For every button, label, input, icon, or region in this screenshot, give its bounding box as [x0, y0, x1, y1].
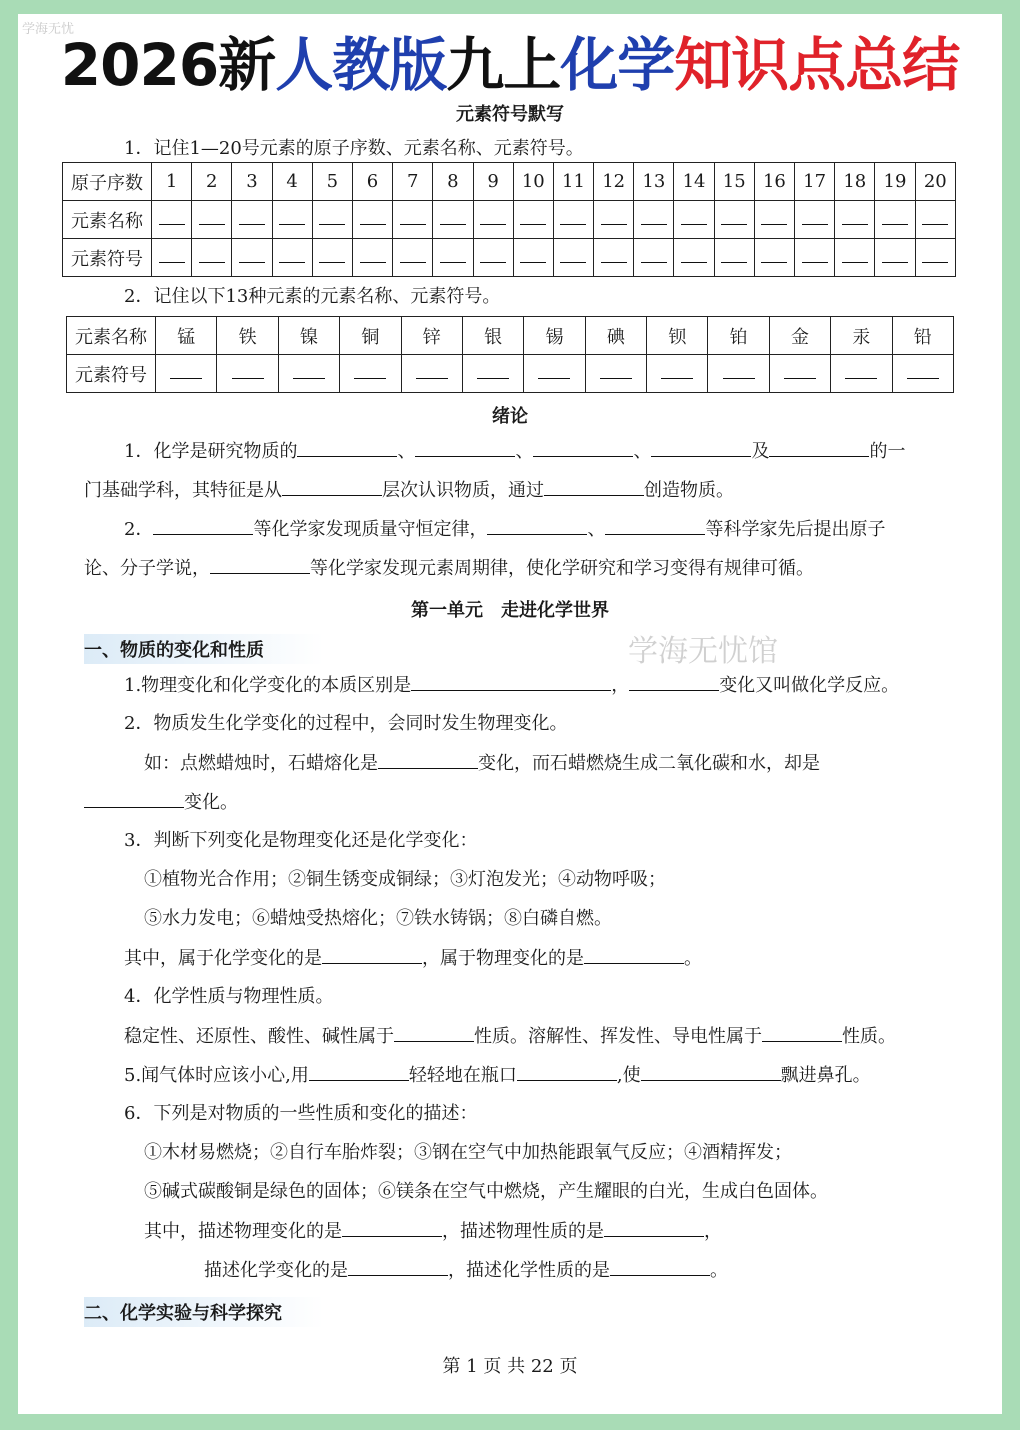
- answer-blank-cell[interactable]: [754, 239, 794, 277]
- answer-blank-cell[interactable]: [754, 201, 794, 239]
- unit1-line-5: 3．判断下列变化是物理变化还是化学变化：: [124, 830, 478, 851]
- text: 变化，而石蜡燃烧生成二氧化碳和水，却是: [478, 753, 820, 774]
- text: 其中，描述物理变化的是: [144, 1221, 342, 1242]
- atomic-number-cell: 19: [875, 163, 915, 201]
- answer-blank-cell[interactable]: [647, 355, 708, 393]
- answer-blank-cell[interactable]: [192, 239, 232, 277]
- atomic-number-cell: 18: [835, 163, 875, 201]
- answer-blank-cell[interactable]: [272, 239, 312, 277]
- text: ,使: [616, 1065, 641, 1086]
- answer-blank-cell[interactable]: [835, 239, 875, 277]
- answer-blank-cell[interactable]: [634, 239, 674, 277]
- answer-blank-cell[interactable]: [892, 355, 954, 393]
- row-label: 元素符号: [63, 239, 152, 277]
- answer-blank-cell[interactable]: [513, 201, 553, 239]
- atomic-number-cell: 8: [433, 163, 473, 201]
- row-label: 原子序数: [63, 163, 152, 201]
- text: 5.闻气体时应该小心,用: [124, 1065, 309, 1086]
- atomic-number-cell: 5: [312, 163, 352, 201]
- element-name-cell: 铜: [340, 317, 401, 355]
- fill-blank[interactable]: [517, 1064, 617, 1081]
- atomic-number-cell: 17: [795, 163, 835, 201]
- answer-blank-cell[interactable]: [462, 355, 523, 393]
- text: 。: [684, 948, 702, 969]
- answer-blank-cell[interactable]: [352, 201, 392, 239]
- element-name-cell: 汞: [831, 317, 892, 355]
- unit1-line-3: [144, 752, 820, 775]
- fill-blank[interactable]: [394, 1025, 474, 1042]
- atomic-number-cell: 16: [754, 163, 794, 201]
- text: ，属于物理变化的是: [422, 948, 584, 969]
- unit1-line-10: [124, 1025, 896, 1048]
- answer-blank-cell[interactable]: [585, 355, 646, 393]
- element-table-13: [66, 316, 954, 393]
- answer-blank-cell[interactable]: [393, 239, 433, 277]
- section-heading-1: 一、物质的变化和性质: [84, 634, 324, 664]
- text: ，: [704, 1221, 722, 1242]
- fill-blank[interactable]: [487, 518, 587, 535]
- text: ，描述物理性质的是: [442, 1221, 604, 1242]
- unit1-line-4: [84, 791, 238, 814]
- answer-blank-cell[interactable]: [915, 239, 955, 277]
- title-part-subject: 化学: [560, 31, 675, 99]
- unit1-line-6: ①植物光合作用；②铜生锈变成铜绿；③灯泡发光；④动物呼吸；: [144, 869, 666, 890]
- text: 、: [633, 441, 652, 462]
- table-row-element-name: [63, 201, 956, 239]
- element-name-cell: 锌: [401, 317, 462, 355]
- answer-blank-cell[interactable]: [835, 201, 875, 239]
- answer-blank-cell[interactable]: [875, 201, 915, 239]
- answer-blank-cell[interactable]: [473, 239, 513, 277]
- answer-blank-cell[interactable]: [674, 201, 714, 239]
- element-name-cell: 锰: [156, 317, 217, 355]
- fill-blank[interactable]: [297, 440, 397, 457]
- text: 层次认识物质，通过: [382, 480, 544, 501]
- unit1-line-11: [124, 1064, 871, 1087]
- row-label: 元素符号: [67, 355, 156, 393]
- atomic-number-cell: 3: [232, 163, 272, 201]
- answer-blank-cell[interactable]: [674, 239, 714, 277]
- fill-blank[interactable]: [348, 1259, 448, 1276]
- text: 、: [397, 441, 416, 462]
- text: 变化又叫做化学反应。: [719, 675, 900, 696]
- answer-blank-cell[interactable]: [217, 355, 278, 393]
- text: ，描述化学性质的是: [448, 1260, 610, 1281]
- answer-blank-cell[interactable]: [156, 355, 217, 393]
- unit1-line-12: 6．下列是对物质的一些性质和变化的描述：: [124, 1103, 478, 1124]
- intro-p1-line2: [84, 479, 734, 502]
- table-row-element-symbol: [67, 355, 954, 393]
- text: 门基础学科，其特征是从: [84, 480, 282, 501]
- text: 飘进鼻孔。: [780, 1065, 871, 1086]
- fill-blank[interactable]: [769, 440, 869, 457]
- answer-blank-cell[interactable]: [393, 201, 433, 239]
- unit1-line-7: ⑤水力发电；⑥蜡烛受热熔化；⑦铁水铸锅；⑧白磷自燃。: [144, 908, 612, 929]
- unit1-line-1: [124, 674, 899, 697]
- answer-blank-cell[interactable]: [232, 201, 272, 239]
- fill-blank[interactable]: [282, 479, 382, 496]
- text: 创造物质。: [644, 480, 734, 501]
- atomic-number-cell: 6: [352, 163, 392, 201]
- atomic-number-cell: 12: [594, 163, 634, 201]
- atomic-number-cell: 14: [674, 163, 714, 201]
- row-label: 元素名称: [67, 317, 156, 355]
- text: 等化学家发现元素周期律，使化学研究和学习变得有规律可循。: [310, 558, 814, 579]
- symbols-q2: 2．记住以下13种元素的元素名称、元素符号。: [124, 286, 501, 307]
- corner-watermark: 学海无忧: [22, 22, 75, 37]
- unit1-heading: 第一单元 走进化学世界: [411, 600, 609, 621]
- text: 1．化学是研究物质的: [124, 441, 298, 462]
- fill-blank[interactable]: [544, 479, 644, 496]
- fill-blank[interactable]: [604, 1220, 704, 1237]
- text: 、: [587, 519, 606, 540]
- answer-blank-cell[interactable]: [553, 201, 593, 239]
- answer-blank-cell[interactable]: [634, 201, 674, 239]
- answer-blank-cell[interactable]: [340, 355, 401, 393]
- watermark: 学海无忧馆: [628, 634, 778, 669]
- fill-blank[interactable]: [411, 674, 611, 691]
- element-name-cell: 铅: [892, 317, 954, 355]
- atomic-number-cell: 15: [714, 163, 754, 201]
- answer-blank-cell[interactable]: [714, 239, 754, 277]
- answer-blank-cell[interactable]: [795, 239, 835, 277]
- title-part-grade: 九上: [446, 31, 561, 99]
- answer-blank-cell[interactable]: [473, 201, 513, 239]
- symbols-q1: 1．记住1—20号元素的原子序数、元素名称、元素符号。: [124, 138, 584, 159]
- unit1-line-15: [144, 1220, 722, 1243]
- fill-blank[interactable]: [762, 1025, 842, 1042]
- answer-blank-cell[interactable]: [553, 239, 593, 277]
- text: ，: [611, 675, 630, 696]
- text: 等化学家发现质量守恒定律，: [253, 519, 488, 540]
- intro-p2-line2: [84, 557, 814, 580]
- text: 1.物理变化和化学变化的本质区别是: [124, 675, 412, 696]
- element-name-cell: 锡: [524, 317, 585, 355]
- fill-blank[interactable]: [309, 1064, 409, 1081]
- answer-blank-cell[interactable]: [831, 355, 892, 393]
- answer-blank-cell[interactable]: [714, 201, 754, 239]
- answer-blank-cell[interactable]: [278, 355, 339, 393]
- atomic-number-cell: 10: [513, 163, 553, 201]
- section-heading-2: 二、化学实验与科学探究: [84, 1297, 324, 1327]
- element-name-cell: 铁: [217, 317, 278, 355]
- fill-blank[interactable]: [605, 518, 705, 535]
- title-part-year: 2026新: [60, 31, 276, 99]
- answer-blank-cell[interactable]: [312, 239, 352, 277]
- fill-blank[interactable]: [533, 440, 633, 457]
- text: 等科学家先后提出原子: [705, 519, 886, 540]
- row-label: 元素名称: [63, 201, 152, 239]
- answer-blank-cell[interactable]: [875, 239, 915, 277]
- fill-blank[interactable]: [610, 1259, 710, 1276]
- answer-blank-cell[interactable]: [433, 239, 473, 277]
- atomic-number-cell: 1: [152, 163, 192, 201]
- text: 轻轻地在瓶口: [408, 1065, 517, 1086]
- answer-blank-cell[interactable]: [769, 355, 830, 393]
- unit1-line-14: ⑤碱式碳酸铜是绿色的固体；⑥镁条在空气中燃烧，产生耀眼的白光，生成白色固体。: [144, 1181, 828, 1202]
- unit1-line-13: ①木材易燃烧；②自行车胎炸裂；③钢在空气中加热能跟氧气反应；④酒精挥发；: [144, 1142, 792, 1163]
- element-name-cell: 碘: [585, 317, 646, 355]
- fill-blank[interactable]: [629, 674, 719, 691]
- text: 性质。: [842, 1026, 896, 1047]
- atomic-number-cell: 2: [192, 163, 232, 201]
- text: 描述化学变化的是: [204, 1260, 348, 1281]
- document-page: [18, 14, 1002, 1414]
- table-row-element-name: [67, 317, 954, 355]
- fill-blank[interactable]: [584, 947, 684, 964]
- title-part-edition: 人教版: [275, 31, 447, 99]
- answer-blank-cell[interactable]: [433, 201, 473, 239]
- text: 的一: [869, 441, 906, 462]
- fill-blank[interactable]: [322, 947, 422, 964]
- fill-blank[interactable]: [84, 791, 184, 808]
- fill-blank[interactable]: [342, 1220, 442, 1237]
- element-name-cell: 钡: [647, 317, 708, 355]
- text: 如：点燃蜡烛时，石蜡熔化是: [144, 753, 378, 774]
- unit1-line-16: [204, 1259, 728, 1282]
- text: 及: [751, 441, 770, 462]
- atomic-number-cell: 7: [393, 163, 433, 201]
- element-name-cell: 铂: [708, 317, 769, 355]
- unit1-line-8: [124, 947, 702, 970]
- title-part-summary: 知识点总结: [674, 31, 960, 99]
- atomic-number-cell: 9: [473, 163, 513, 201]
- atomic-number-cell: 13: [634, 163, 674, 201]
- text: 稳定性、还原性、酸性、碱性属于: [124, 1026, 394, 1047]
- answer-blank-cell[interactable]: [312, 201, 352, 239]
- answer-blank-cell[interactable]: [192, 201, 232, 239]
- text: 性质。溶解性、挥发性、导电性属于: [474, 1026, 762, 1047]
- atomic-number-cell: 4: [272, 163, 312, 201]
- answer-blank-cell[interactable]: [152, 201, 192, 239]
- answer-blank-cell[interactable]: [232, 239, 272, 277]
- answer-blank-cell[interactable]: [594, 201, 634, 239]
- text: 。: [710, 1260, 728, 1281]
- fill-blank[interactable]: [651, 440, 751, 457]
- answer-blank-cell[interactable]: [152, 239, 192, 277]
- element-name-cell: 银: [462, 317, 523, 355]
- answer-blank-cell[interactable]: [708, 355, 769, 393]
- answer-blank-cell[interactable]: [915, 201, 955, 239]
- answer-blank-cell[interactable]: [272, 201, 312, 239]
- answer-blank-cell[interactable]: [352, 239, 392, 277]
- page-title: [18, 32, 1002, 98]
- intro-p2-line1: [124, 518, 885, 541]
- atomic-number-cell: 20: [915, 163, 955, 201]
- element-name-cell: 镍: [278, 317, 339, 355]
- table-row-atomic-number: [63, 163, 956, 201]
- answer-blank-cell[interactable]: [513, 239, 553, 277]
- fill-blank[interactable]: [641, 1064, 781, 1081]
- fill-blank[interactable]: [210, 557, 310, 574]
- fill-blank[interactable]: [153, 518, 253, 535]
- table-row-element-symbol: [63, 239, 956, 277]
- unit1-line-9: 4．化学性质与物理性质。: [124, 986, 334, 1007]
- element-name-cell: 金: [769, 317, 830, 355]
- intro-p1-line1: [124, 440, 905, 463]
- answer-blank-cell[interactable]: [795, 201, 835, 239]
- text: 2．: [124, 519, 154, 540]
- text: 、: [515, 441, 534, 462]
- text: 其中，属于化学变化的是: [124, 948, 322, 969]
- text: 论、分子学说，: [84, 558, 210, 579]
- fill-blank[interactable]: [378, 752, 478, 769]
- symbols-heading: 元素符号默写: [456, 104, 564, 125]
- intro-heading: 绪论: [492, 406, 528, 427]
- answer-blank-cell[interactable]: [401, 355, 462, 393]
- element-table-1-20: [62, 162, 956, 277]
- answer-blank-cell[interactable]: [594, 239, 634, 277]
- atomic-number-cell: 11: [553, 163, 593, 201]
- page-footer: 第 1 页 共 22 页: [442, 1356, 578, 1377]
- fill-blank[interactable]: [415, 440, 515, 457]
- text: 变化。: [184, 792, 238, 813]
- unit1-line-2: 2．物质发生化学变化的过程中，会同时发生物理变化。: [124, 713, 568, 734]
- answer-blank-cell[interactable]: [524, 355, 585, 393]
